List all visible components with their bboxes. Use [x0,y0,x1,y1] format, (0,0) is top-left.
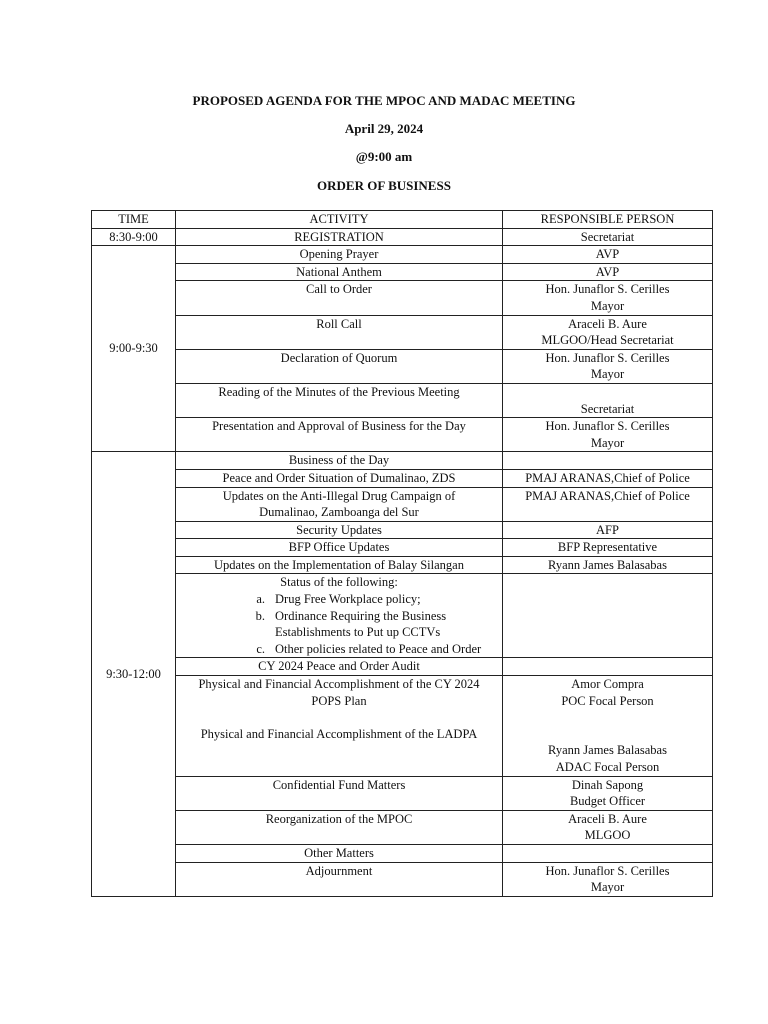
person-position: MLGOO/Head Secretariat [541,333,674,348]
agenda-table [91,210,713,897]
meeting-date: April 29, 2024 [344,121,424,136]
activity-cell: Call to Order [176,281,503,315]
person-name: Hon. Junaflor S. Cerilles [545,863,670,878]
person-position: POC Focal Person [561,693,654,708]
person-cell [503,418,713,452]
person-cell: AVP [503,263,713,281]
table-row [92,263,713,281]
person-cell [503,383,713,417]
person-cell: AVP [503,246,713,264]
person-cell [503,776,713,810]
person-name: Dinah Sapong [571,777,644,792]
time-cell: 8:30-9:00 [92,228,176,246]
table-row [92,810,713,844]
table-row [92,556,713,574]
activity-cell: Reading of the Minutes of the Previous Meeting [176,383,503,417]
list-item [179,591,499,608]
person-spacer [506,709,709,726]
person-position: MLGOO [584,828,631,843]
person-cell [503,452,713,470]
table-row [92,469,713,487]
person-cell [503,349,713,383]
person-name: Amor Compra [571,677,644,692]
activity-spacer [179,709,499,726]
table-row [92,315,713,349]
person-position: Mayor [590,435,625,450]
person-name: Hon. Junaflor S. Cerilles [545,282,670,297]
activity-line: Physical and Financial Accomplishment of the LADPA [200,726,478,741]
meeting-time: @9:00 am [355,149,413,164]
table-row [92,521,713,539]
activity-cell: National Anthem [176,263,503,281]
person-position: Mayor [590,880,625,895]
activity-cell: Confidential Fund Matters [176,776,503,810]
activity-cell: Updates on the Implementation of Balay Silangan [176,556,503,574]
activity-spacer [179,742,499,759]
activity-cell: CY 2024 Peace and Order Audit [176,658,503,676]
person-cell [503,676,713,777]
table-row [92,487,713,521]
person-spacer [506,384,709,401]
table-row [92,349,713,383]
person-cell: BFP Representative [503,539,713,557]
activity-cell [176,487,503,521]
person-name: Hon. Junaflor S. Cerilles [545,419,670,434]
activity-spacer [179,759,499,776]
list-item [179,641,499,658]
time-cell: 9:00-9:30 [92,246,176,452]
person-name: Araceli B. Aure [568,316,647,331]
list-marker: b. [255,608,265,623]
table-row [92,658,713,676]
person-cell [503,862,713,896]
list-marker: a. [256,592,265,607]
document-title: PROPOSED AGENDA FOR THE MPOC AND MADAC MEETING [192,93,576,108]
person-cell: PMAJ ARANAS,Chief of Police [503,487,713,521]
activity-cell: Business of the Day [176,452,503,470]
person-cell: Ryann James Balasabas [503,556,713,574]
person-position: Budget Officer [569,794,646,809]
person-cell [503,281,713,315]
activity-cell: Opening Prayer [176,246,503,264]
status-title: Status of the following: [280,575,398,590]
table-row [92,676,713,777]
activity-line: Updates on the Anti-Illegal Drug Campaign of [222,488,456,503]
table-row [92,844,713,862]
person-spacer [506,726,709,743]
person-cell [503,810,713,844]
list-item-text: Establishments to Put up CCTVs [275,625,441,640]
person-cell [503,658,713,676]
column-header-person: RESPONSIBLE PERSON [503,211,713,229]
table-row [92,539,713,557]
table-row [92,776,713,810]
time-cell: 9:30-12:00 [92,452,176,896]
table-row [92,246,713,264]
activity-cell [176,574,503,658]
person-position: Secretariat [580,401,635,416]
person-cell [503,844,713,862]
activity-cell: BFP Office Updates [176,539,503,557]
list-item-text: Drug Free Workplace policy; [275,592,421,607]
activity-cell: Other Matters [176,844,503,862]
table-row [92,418,713,452]
person-name: Araceli B. Aure [568,811,647,826]
activity-cell: Presentation and Approval of Business for the Day [176,418,503,452]
status-list [179,591,499,657]
table-row [92,383,713,417]
table-row [92,574,713,658]
activity-cell: Security Updates [176,521,503,539]
activity-cell: Reorganization of the MPOC [176,810,503,844]
table-header-row [92,211,713,229]
person-cell: Secretariat [503,228,713,246]
person-cell [503,574,713,658]
activity-cell: Roll Call [176,315,503,349]
activity-cell: REGISTRATION [176,228,503,246]
activity-cell: Adjournment [176,862,503,896]
person-cell: AFP [503,521,713,539]
person-cell: PMAJ ARANAS,Chief of Police [503,469,713,487]
activity-line: POPS Plan [311,693,367,708]
person-name: Hon. Junaflor S. Cerilles [545,350,670,365]
person-position: Mayor [590,298,625,313]
person-name: Ryann James Balasabas [548,743,667,758]
activity-cell: Declaration of Quorum [176,349,503,383]
column-header-time: TIME [92,211,176,229]
activity-cell [176,676,503,777]
table-row [92,452,713,470]
person-cell [503,315,713,349]
person-position: Mayor [590,367,625,382]
section-title: ORDER OF BUSINESS [317,178,451,193]
person-position: ADAC Focal Person [555,760,660,774]
table-row [92,228,713,246]
activity-cell: Peace and Order Situation of Dumalinao, ZDS [176,469,503,487]
list-marker: c. [256,641,265,656]
activity-line: Dumalinao, Zamboanga del Sur [259,505,419,520]
column-header-activity: ACTIVITY [176,211,503,229]
activity-line: Physical and Financial Accomplishment of the CY 2024 [198,677,480,692]
list-item [179,608,499,625]
list-item [179,624,499,641]
table-row [92,862,713,896]
table-row [92,281,713,315]
list-item-text: Other policies related to Peace and Order [275,641,482,656]
list-item-text: Ordinance Requiring the Business [275,608,447,623]
